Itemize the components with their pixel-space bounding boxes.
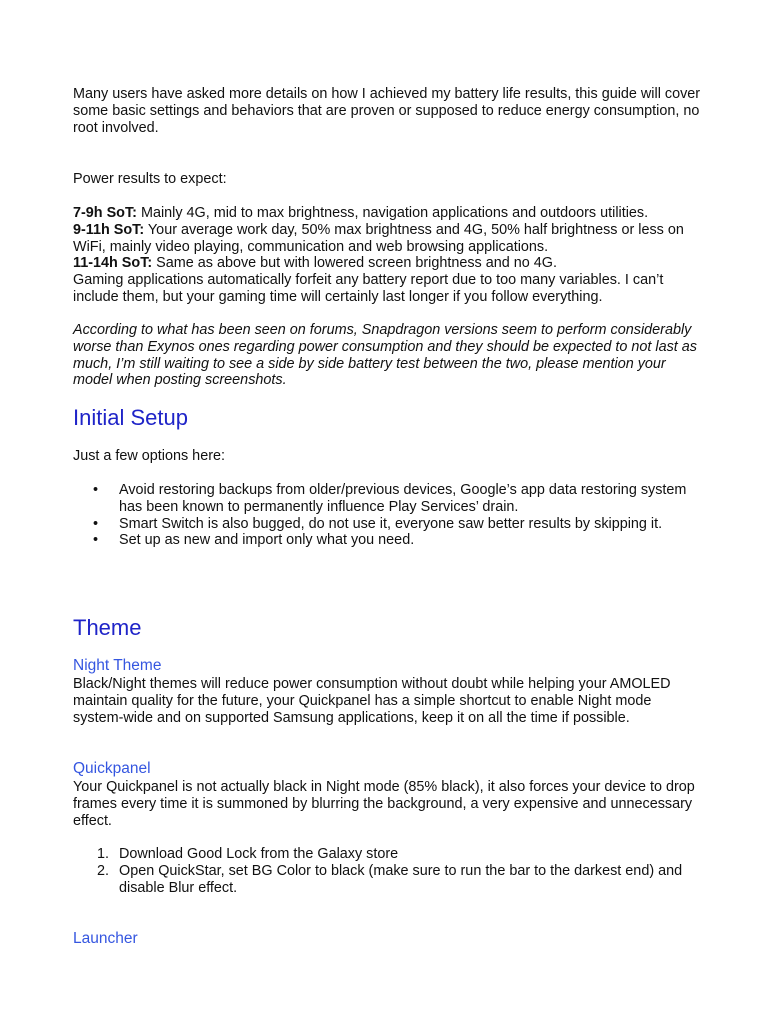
- list-item: • Set up as new and import only what you need.: [73, 532, 703, 549]
- intro-paragraph: Many users have asked more details on how I achieved my battery life results, this guide will cover some basic settings and behaviors that are proven or supposed to reduce energy consumption, no root involved.: [73, 86, 701, 136]
- night-theme-paragraph: Black/Night themes will reduce power consumption without doubt while helping your AMOLED maintain quality for the future, your Quickpanel has a simple shortcut to enable Night mode system-wide and on supported Samsung applications, keep it on all the time if possible.: [73, 676, 671, 726]
- launcher-heading: Launcher: [73, 930, 138, 947]
- step-number: 1.: [97, 846, 110, 862]
- step-text: Download Good Lock from the Galaxy store: [119, 846, 399, 862]
- result-text: Same as above but with lowered screen brightness and no 4G.: [152, 255, 557, 272]
- quickpanel-heading: Quickpanel: [73, 760, 151, 777]
- initial-setup-heading: Initial Setup: [73, 405, 188, 430]
- result-line: [73, 222, 703, 256]
- snapdragon-note: According to what has been seen on forums, Snapdragon versions seem to perform considerably worse than Exynos ones regarding power consumption and they should be expected to not last as much, I’m still waiting to see a side by side battery test between the two, please mention your model when posting screenshots.: [73, 322, 697, 389]
- result-line: [73, 255, 703, 272]
- night-theme-heading: Night Theme: [73, 657, 162, 674]
- result-label: 11-14h SoT:: [73, 255, 153, 272]
- power-results-heading: Power results to expect:: [73, 171, 227, 187]
- list-item: • Smart Switch is also bugged, do not use it, everyone saw better results by skipping it.: [73, 516, 703, 533]
- theme-heading: Theme: [73, 615, 142, 640]
- initial-setup-list: [73, 482, 703, 549]
- result-line: [73, 205, 703, 222]
- quickpanel-paragraph: Your Quickpanel is not actually black in Night mode (85% black), it also forces your device to drop frames every time it is summoned by blurring the background, a very expensive and unnecessary effect.: [73, 779, 695, 829]
- quickpanel-steps: [73, 846, 703, 896]
- initial-setup-intro: Just a few options here:: [73, 448, 225, 464]
- result-text: Mainly 4G, mid to max brightness, navigation applications and outdoors utilities.: [136, 205, 649, 221]
- result-text: Your average work day, 50% max brightness and 4G, 50% half brightness or less on WiFi, mainly video playing, communication and web browsing applications.: [73, 221, 684, 255]
- results-block: [73, 205, 703, 306]
- list-item: [73, 863, 703, 897]
- gaming-note: Gaming applications automatically forfeit any battery report due to too many variables. I can’t include them, but your gaming time will certainly last longer if you follow everything.: [73, 272, 664, 305]
- result-label: 9-11h SoT:: [73, 221, 145, 238]
- list-item: • Avoid restoring backups from older/previous devices, Google’s app data restoring system has been known to permanently influence Play Services’ drain.: [73, 482, 703, 516]
- step-text: Open QuickStar, set BG Color to black (make sure to run the bar to the darkest end) and disable Blur effect.: [119, 862, 683, 896]
- list-item: [73, 846, 703, 863]
- result-label: 7-9h SoT:: [73, 205, 137, 221]
- step-number: 2.: [97, 862, 110, 879]
